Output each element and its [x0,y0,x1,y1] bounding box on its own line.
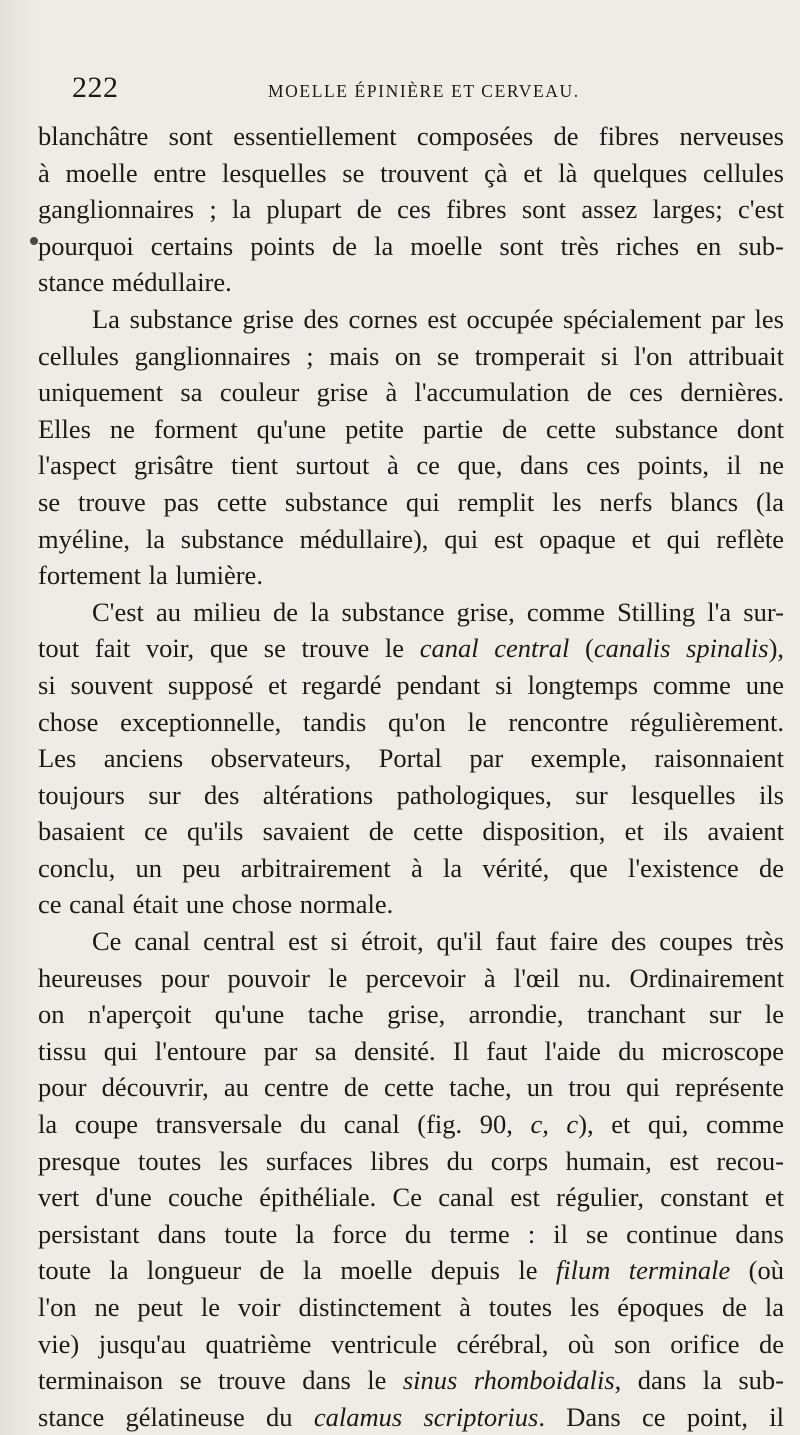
text-line: pour découvrir, au centre de cette tache, un trou qui représente [38,1072,784,1103]
text-run: tout fait voir, que se trouve le [38,633,420,664]
text-line: ce canal était une chose normale. [38,889,394,920]
italic-term: filum terminale [555,1255,731,1286]
text-run: (où [730,1255,784,1286]
text-run: ), et qui, comme [578,1109,784,1140]
text-line: on n'aperçoit qu'une tache grise, arrondie, tranchant sur le [38,999,784,1030]
text-run: ( [569,633,594,664]
text-line: se trouve pas cette substance qui remplit les nerfs blancs (la [38,486,784,517]
text-line: cellules ganglionnaires ; mais on se tromperait si l'on attribuait [38,340,784,371]
text-line [38,1106,784,1143]
paragraph-start-line: Ce canal central est si étroit, qu'il faut faire des coupes très [92,926,784,957]
text-line: blanchâtre sont essentiellement composées de fibres nerveuses [38,121,784,151]
text-line: persistant dans toute la force du terme : il se continue dans [38,1218,784,1249]
body-text [38,118,784,1435]
text-line: pourquoi certains points de la moelle sont très riches en sub- [38,230,784,261]
text-run: , dans la sub- [614,1365,784,1396]
text-line: uniquement sa couleur grise à l'accumulation de ces dernières. [38,377,784,408]
text-line: basaient ce qu'ils savaient de cette disposition, et ils avaient [38,816,784,847]
italic-term: canal central [419,633,570,664]
text-line: si souvent supposé et regardé pendant si longtemps comme une [38,669,784,700]
text-line: tissu qui l'entoure par sa densité. Il faut l'aide du microscope [38,1035,784,1066]
text-line [38,1399,784,1435]
text-line: heureuses pour pouvoir le percevoir à l'œil nu. Ordinairement [38,962,784,993]
text-line: conclu, un peu arbitrairement à la vérité, que l'existence de [38,852,784,883]
italic-term: sinus rhomboidalis [402,1365,615,1396]
text-run: terminaison se trouve dans le [38,1365,403,1396]
text-line: l'aspect grisâtre tient surtout à ce que, dans ces points, il ne [38,450,784,481]
text-line: stance médullaire. [38,267,232,298]
text-line: ganglionnaires ; la plupart de ces fibres sont assez larges; c'est [38,194,784,225]
text-line: à moelle entre lesquelles se trouvent çà et là quelques cellules [38,157,784,188]
margin-mark [30,237,38,245]
text-run: ), [768,633,785,664]
text-line: toujours sur des altérations pathologiques, sur lesquelles ils [38,779,784,810]
text-line: vert d'une couche épithéliale. Ce canal est régulier, constant et [38,1182,784,1213]
text-run: . Dans ce point, il [538,1401,784,1432]
text-line: chose exceptionnelle, tandis qu'on le rencontre régulièrement. [38,706,784,737]
text-run: la coupe transversale du canal (fig. 90, [38,1109,531,1140]
italic-term: c, c [530,1109,579,1140]
italic-term: calamus scriptorius [313,1401,539,1432]
italic-term: canalis spinalis [593,633,769,664]
text-line: presque toutes les surfaces libres du corps humain, est recou- [38,1145,784,1176]
text-line: Elles ne forment qu'une petite partie de cette substance dont [38,413,784,444]
text-line: vie) jusqu'au quatrième ventricule cérébral, où son orifice de [38,1328,784,1359]
text-line: l'on ne peut le voir distinctement à toutes les époques de la [38,1292,784,1322]
text-run: toute la longueur de la moelle depuis le [38,1255,556,1286]
page-number: 222 [72,71,119,104]
paragraph-start-line: La substance grise des cornes est occupée spécialement par les [92,303,784,334]
text-line: Les anciens observateurs, Portal par exemple, raisonnaient [38,743,784,774]
text-line: myéline, la substance médullaire), qui est opaque et qui reflète [38,523,784,554]
text-line [38,1362,784,1399]
paragraph-start-line: C'est au milieu de la substance grise, comme Stilling l'a sur- [92,596,784,627]
text-line [38,1252,784,1289]
text-line: fortement la lumière. [38,560,263,591]
text-run: stance gélatineuse du [38,1401,314,1432]
running-head: MOELLE ÉPINIÈRE ET CERVEAU. [268,81,580,101]
page-header [72,68,772,108]
text-line [38,630,784,667]
